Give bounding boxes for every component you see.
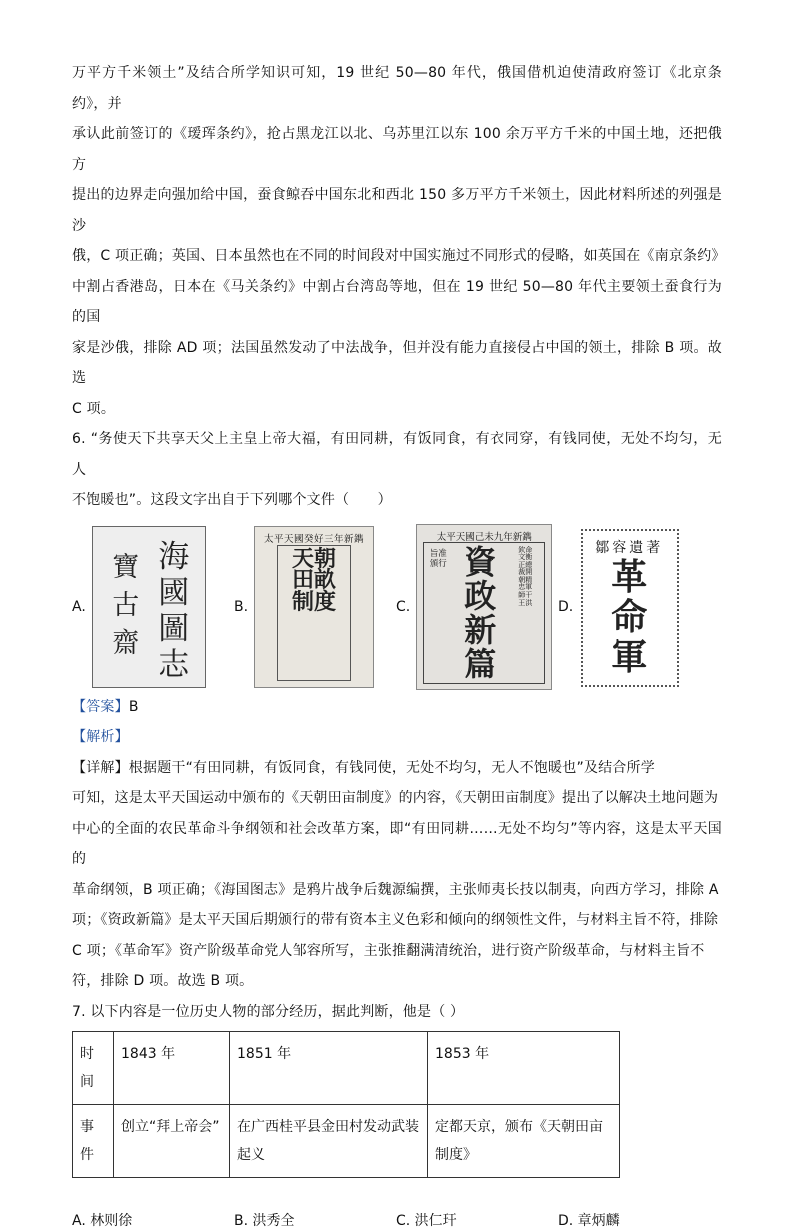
history-table [72,1031,620,1178]
text-line: 提出的边界走向强加给中国，蚕食鲸吞中国东北和西北 150 多万平方千米领土，因此材料所述的列强是沙 [72,180,722,241]
question-6 [72,424,722,997]
choice-a: A. 林则徐 [72,1210,234,1230]
cover-title: 天朝田畝制度 [291,549,337,614]
table-cell: 1851 年 [230,1032,428,1105]
text-line: 中心的全面的农民革命斗争纲领和社会改革方案，即“有田同耕……无处不均匀”等内容，这是太平天国的 [72,814,722,875]
table-cell: 定都天京，颁布《天朝田亩制度》 [428,1105,620,1178]
option-label: C. [396,599,410,615]
text-line: 万平方千米领土”及结合所学知识可知，19 世纪 50—80 年代，俄国借机迫使清政府签订《北京条约》，并 [72,58,722,119]
table-row [73,1105,620,1178]
text-line: 俄，C 项正确；英国、日本虽然也在不同的时间段对中国实施过不同形式的侵略，如英国在《南京条约》 [72,241,722,272]
answer-tag: 【答案】 [72,699,129,715]
table-cell: 在广西桂平县金田村发动武装起义 [230,1105,428,1178]
option-a [72,526,234,688]
cover-side-text: 寶古齋 [107,549,145,663]
cover-header: 太平天國己未九年新鐫 [419,529,549,543]
choice-b: B. 洪秀全 [234,1210,396,1230]
choice-d: D. 章炳麟 [558,1210,720,1230]
cover-header: 太平天國癸好三年新鐫 [259,531,369,545]
text-line: C 项。 [72,394,722,425]
text-line: 家是沙俄，排除 AD 项；法国虽然发动了中法战争，但并没有能力直接侵占中国的领土，排除 B 项。故选 [72,333,722,394]
text-line: 项；《资政新篇》是太平天国后期颁行的带有资本主义色彩和倾向的纲领性文件，与材料主旨不符，排除 [72,905,722,936]
question-stem-line: 不饱暖也”。这段文字出自于下列哪个文件（ ） [72,485,722,516]
text-line: 【详解】根据题干“有田同耕，有饭同食，有钱同使，无处不均匀，无人不饱暖也”及结合所学 [72,753,722,784]
row-header: 时间 [73,1032,114,1105]
table-cell: 1853 年 [428,1032,620,1105]
answer-value: B [129,699,139,715]
cover-title: 革命軍 [603,557,655,677]
option-c [396,524,558,690]
cover-title: 資政新篇 [461,545,499,681]
option-label: A. [72,599,86,615]
intro-paragraph [72,58,722,424]
analysis-tag: 【解析】 [72,722,722,753]
row-header: 事件 [73,1105,114,1178]
text-line: C 项；《革命军》资产阶级革命党人邹容所写，主张推翻满清统治，进行资产阶级革命，与材料主旨不 [72,936,722,967]
cover-side-left: 旨准頒行 [429,549,447,569]
question-stem: 7. 以下内容是一位历史人物的部分经历，据此判断，他是（ ） [72,997,722,1028]
detail-paragraph [72,753,722,997]
book-cover-image-d [579,527,679,687]
document-page [72,58,722,1230]
choice-c: C. 洪仁玕 [396,1210,558,1230]
table-cell: 创立“拜上帝会” [114,1105,230,1178]
text-line: 可知，这是太平天国运动中颁布的《天朝田亩制度》的内容，《天朝田亩制度》提出了以解决土地问题为 [72,783,722,814]
option-label: B. [234,599,248,615]
cover-title: 海國圖志 [155,539,193,683]
cover-side-right: 欽命文衡正總裁開朝精忠軍師干王洪 [517,547,533,608]
answer-choices [72,1210,722,1230]
question-stem-line: 6. “务使天下共享天父上主皇上帝大福，有田同耕，有饭同食，有衣同穿，有钱同使，无处不均匀，无人 [72,424,722,485]
text-line: 革命纲领，B 项正确；《海国图志》是鸦片战争后魏源编撰，主张师夷长技以制夷，向西方学习，排除 A [72,875,722,906]
book-cover-image-c [416,524,552,690]
option-label: D. [558,599,573,615]
table-row [73,1032,620,1105]
cover-header: 鄒容遺著 [585,537,673,557]
text-line: 承认此前签订的《瑷珲条约》，抢占黑龙江以北、乌苏里江以东 100 余万平方千米的中国土地，还把俄方 [72,119,722,180]
option-images [72,524,722,690]
book-cover-image-b [254,526,374,688]
book-cover-image-a [92,526,206,688]
table-cell: 1843 年 [114,1032,230,1105]
option-b [234,526,396,688]
text-line: 符，排除 D 项。故选 B 项。 [72,966,722,997]
text-line: 中割占香港岛，日本在《马关条约》中割占台湾岛等地，但在 19 世纪 50—80 年代主要领土蚕食行为的国 [72,272,722,333]
option-d [558,527,720,687]
question-7 [72,997,722,1230]
answer-line [72,692,722,723]
